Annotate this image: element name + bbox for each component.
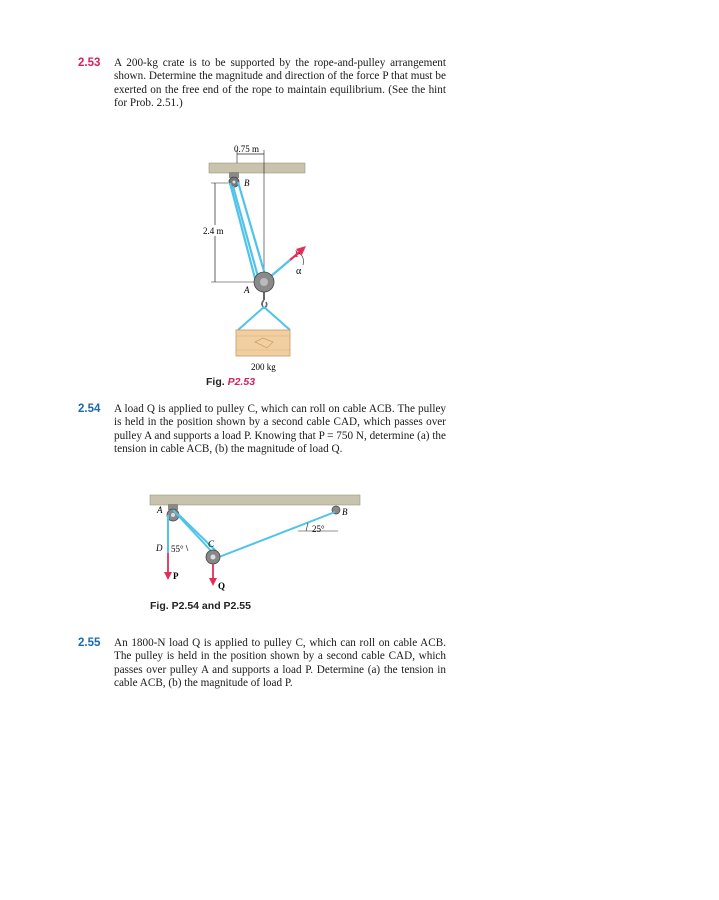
problem-number: 2.54 bbox=[78, 403, 101, 415]
crate-mass-label: 200 kg bbox=[251, 362, 276, 372]
problem-number: 2.53 bbox=[78, 57, 101, 69]
dim-width-label: 0.75 m bbox=[234, 144, 260, 154]
label-c: C bbox=[208, 539, 215, 549]
label-p: P bbox=[173, 571, 179, 581]
caption-prefix: Fig. bbox=[206, 376, 225, 388]
label-a: A bbox=[157, 505, 163, 515]
label-p: P bbox=[295, 249, 301, 259]
ceiling-beam bbox=[150, 495, 360, 505]
label-b: B bbox=[342, 507, 348, 517]
caption-number: P2.53 bbox=[227, 376, 256, 388]
angle-right: 25° bbox=[312, 524, 325, 534]
problem-text: A load Q is applied to pulley C, which can roll on cable ACB. The pulley is held in the position shown by a second cable CAD, which passes over pulley A and supports a load P. Knowing that P = 750 N, determine (a) the tension in cable ACB, (b) the magnitude of load Q. bbox=[114, 403, 446, 456]
label-d: D bbox=[156, 543, 163, 553]
caption-p2-54: Fig. P2.54 and P2.55 bbox=[150, 600, 251, 612]
angle-left: 55° bbox=[171, 544, 184, 554]
dim-height-label: 2.4 m bbox=[203, 226, 224, 236]
problem-2-55 bbox=[78, 637, 446, 691]
label-a: A bbox=[244, 285, 250, 295]
label-alpha: α bbox=[296, 266, 302, 277]
problem-text: An 1800-N load Q is applied to pulley C, which can roll on cable ACB. The pulley is held in the position shown by a second cable CAD, which passes over pulley A and supports a load P. Determine (a) the tension in cable ACB, (b) the magnitude of load P. bbox=[114, 637, 446, 690]
problem-text: A 200-kg crate is to be supported by the rope-and-pulley arrangement shown. Determine the magnitude and direction of the force P that must be exerted on the free end of the rope to maintain equilibrium. (See the hint for Prob. 2.51.) bbox=[114, 57, 446, 110]
label-b: B bbox=[244, 178, 250, 188]
label-q: Q bbox=[218, 581, 226, 591]
problem-number: 2.55 bbox=[78, 637, 101, 649]
